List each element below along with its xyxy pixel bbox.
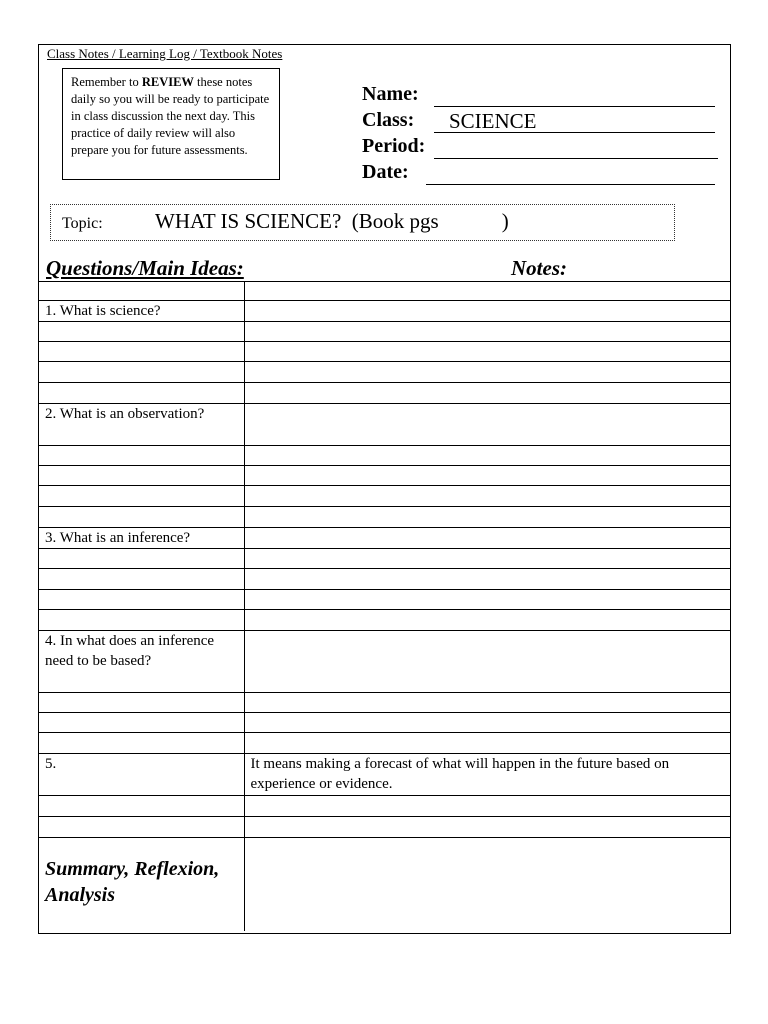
notes-cell[interactable]	[244, 383, 730, 404]
table-row	[39, 569, 730, 590]
notes-cell[interactable]	[244, 446, 730, 466]
question-cell[interactable]	[39, 486, 244, 507]
notes-table-body	[39, 282, 730, 931]
notes-table	[39, 281, 730, 931]
class-label: Class:	[362, 109, 415, 131]
class-value: SCIENCE	[449, 109, 537, 133]
question-cell[interactable]	[39, 590, 244, 610]
question-cell[interactable]	[39, 569, 244, 590]
table-row	[39, 322, 730, 342]
reminder-review-word: REVIEW	[141, 75, 194, 89]
table-row	[39, 610, 730, 631]
question-cell[interactable]	[39, 466, 244, 486]
notes-cell[interactable]	[244, 631, 730, 693]
summary-label: Summary, Reflexion, Analysis	[39, 838, 244, 931]
table-row	[39, 446, 730, 466]
question-cell[interactable]	[39, 383, 244, 404]
notes-cell[interactable]	[244, 610, 730, 631]
table-row	[39, 466, 730, 486]
notes-cell[interactable]	[244, 713, 730, 733]
question-cell[interactable]	[39, 507, 244, 528]
notes-cell[interactable]	[244, 301, 730, 322]
table-row	[39, 733, 730, 754]
notes-cell[interactable]	[244, 507, 730, 528]
notes-cell[interactable]	[244, 342, 730, 362]
summary-notes-cell[interactable]	[244, 838, 730, 931]
date-line[interactable]	[426, 160, 715, 185]
date-label: Date:	[362, 161, 409, 183]
questions-column-header: Questions/Main Ideas:	[46, 256, 244, 280]
notes-cell[interactable]	[244, 486, 730, 507]
question-cell[interactable]	[39, 610, 244, 631]
question-cell[interactable]	[39, 817, 244, 838]
notes-cell[interactable]	[244, 282, 730, 301]
reminder-text-start: Remember to	[71, 75, 142, 89]
topic-text: WHAT IS SCIENCE? (Book pgs )	[155, 209, 509, 233]
question-cell[interactable]	[39, 549, 244, 569]
question-cell[interactable]	[39, 446, 244, 466]
notes-cell[interactable]	[244, 693, 730, 713]
question-cell[interactable]	[39, 796, 244, 817]
table-row	[39, 713, 730, 733]
notes-cell[interactable]	[244, 322, 730, 342]
table-row	[39, 404, 730, 446]
period-label: Period:	[362, 135, 426, 157]
table-row	[39, 817, 730, 838]
notes-cell[interactable]	[244, 796, 730, 817]
table-row	[39, 383, 730, 404]
table-row	[39, 362, 730, 383]
notes-cell[interactable]: It means making a forecast of what will happen in the future based on experience or evidence.	[244, 754, 730, 796]
topic-box	[50, 204, 675, 241]
notes-cell[interactable]	[244, 466, 730, 486]
notes-cell[interactable]	[244, 817, 730, 838]
question-cell[interactable]: 3. What is an inference?	[39, 528, 244, 549]
notes-cell[interactable]	[244, 590, 730, 610]
question-cell[interactable]	[39, 733, 244, 754]
table-row	[39, 796, 730, 817]
table-row	[39, 507, 730, 528]
period-line[interactable]	[434, 134, 718, 159]
notes-cell[interactable]	[244, 528, 730, 549]
name-line[interactable]	[434, 82, 715, 107]
notes-cell[interactable]	[244, 362, 730, 383]
table-row	[39, 693, 730, 713]
review-reminder-box	[62, 68, 280, 180]
question-cell[interactable]	[39, 322, 244, 342]
table-row	[39, 549, 730, 569]
table-row	[39, 754, 730, 796]
topic-label: Topic:	[62, 215, 103, 232]
question-cell[interactable]: 1. What is science?	[39, 301, 244, 322]
notes-cell[interactable]	[244, 733, 730, 754]
table-row	[39, 631, 730, 693]
reminder-text-end: these notes daily so you will be ready to participate in class discussion the next day. This practice of daily review will also prepare you for future assessments.	[71, 75, 270, 157]
notes-sheet	[38, 44, 731, 934]
table-row	[39, 486, 730, 507]
table-row	[39, 342, 730, 362]
notes-column-header: Notes:	[511, 256, 567, 280]
sheet-title: Class Notes / Learning Log / Textbook Notes	[47, 46, 283, 61]
notes-cell[interactable]	[244, 404, 730, 446]
question-cell[interactable]	[39, 693, 244, 713]
question-cell[interactable]: 4. In what does an inference need to be based?	[39, 631, 244, 693]
notes-cell[interactable]	[244, 549, 730, 569]
notes-cell[interactable]	[244, 569, 730, 590]
table-row	[39, 590, 730, 610]
question-cell[interactable]	[39, 713, 244, 733]
question-cell[interactable]: 2. What is an observation?	[39, 404, 244, 446]
table-row	[39, 528, 730, 549]
name-label: Name:	[362, 83, 419, 105]
table-row	[39, 301, 730, 322]
question-cell[interactable]	[39, 282, 244, 301]
table-row	[39, 282, 730, 301]
summary-row	[39, 838, 730, 931]
question-cell[interactable]	[39, 362, 244, 383]
question-cell[interactable]	[39, 342, 244, 362]
question-cell[interactable]: 5.	[39, 754, 244, 796]
